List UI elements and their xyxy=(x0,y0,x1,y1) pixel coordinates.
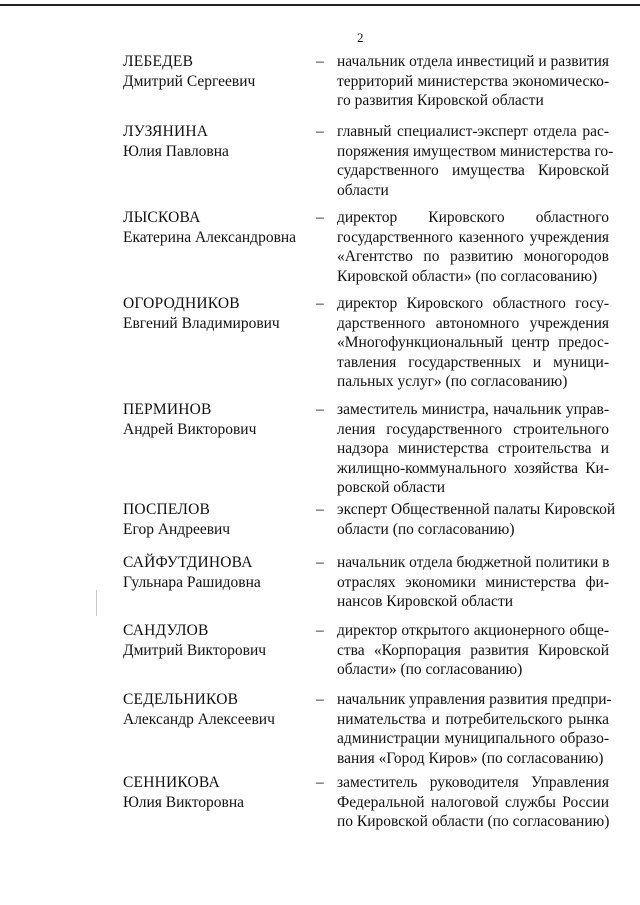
member-position xyxy=(337,52,609,111)
dash-separator: – xyxy=(316,209,324,226)
member-name xyxy=(123,500,313,540)
position-line: по Кировской области (по согласованию) xyxy=(337,813,610,830)
position-line: территорий министерства экономическо- xyxy=(337,72,609,90)
member-surname: САЙФУТДИНОВА xyxy=(123,554,253,571)
position-line: директор открытого акционерного обще- xyxy=(337,622,609,639)
position-line: жилищно-коммунального хозяйства Ки- xyxy=(337,459,609,477)
position-line: надзора министерства строительства и xyxy=(337,440,609,457)
dash-separator: – xyxy=(316,774,324,791)
member-position xyxy=(337,500,616,539)
position-line: начальник управления развития предпри- xyxy=(337,691,612,708)
member-given-names: Александр Алексеевич xyxy=(123,711,275,728)
member-name xyxy=(123,621,313,661)
position-line: начальник отдела бюджетной политики в xyxy=(337,554,610,571)
dash-separator: – xyxy=(316,401,324,418)
position-line: ства «Корпорация развития Кировской xyxy=(337,641,609,659)
position-line: заместитель руководителя Управления xyxy=(337,774,609,791)
scan-artifact xyxy=(96,590,97,616)
member-name xyxy=(123,553,313,593)
member-given-names: Юлия Павловна xyxy=(123,143,229,160)
member-position xyxy=(337,400,609,498)
member-surname: ОГОРОДНИКОВ xyxy=(123,295,240,312)
position-line: начальник отдела инвестиций и развития xyxy=(337,53,610,70)
dash-separator: – xyxy=(316,295,324,312)
member-surname: ЛЕБЕДЕВ xyxy=(123,53,194,70)
position-line: пальных услуг» (по согласованию) xyxy=(337,373,568,390)
member-position xyxy=(337,208,609,286)
position-line: «Агентство по развитию моногородов xyxy=(337,248,609,265)
member-surname: САНДУЛОВ xyxy=(123,622,209,639)
position-line: вания «Город Киров» (по согласованию) xyxy=(337,749,604,767)
page-number: 2 xyxy=(357,30,364,45)
member-given-names: Дмитрий Сергеевич xyxy=(123,73,256,90)
member-position xyxy=(337,773,609,832)
dash-separator: – xyxy=(316,622,324,639)
position-line: Федеральной налоговой службы России xyxy=(337,793,609,811)
position-line: эксперт Общественной палаты Кировской xyxy=(337,501,616,518)
position-line: отраслях экономики министерства фи- xyxy=(337,573,609,591)
position-line: области (по согласованию) xyxy=(337,520,515,538)
member-given-names: Дмитрий Викторович xyxy=(123,642,267,659)
member-position xyxy=(337,294,609,392)
position-line: тавления государственных и муници- xyxy=(337,353,609,371)
member-name xyxy=(123,52,313,92)
member-surname: СЕДЕЛЬНИКОВ xyxy=(123,691,239,708)
member-position xyxy=(337,553,609,612)
member-surname: ЛУЗЯНИНА xyxy=(123,123,209,140)
position-line: директор Кировского областного xyxy=(337,209,609,226)
position-line: заместитель министра, начальник управ- xyxy=(337,401,609,418)
member-given-names: Гульнара Рашидовна xyxy=(123,574,261,591)
member-given-names: Юлия Викторовна xyxy=(123,794,245,811)
dash-separator: – xyxy=(316,691,324,708)
position-line: области xyxy=(337,181,389,199)
position-line: области» (по согласованию) xyxy=(337,661,523,678)
member-position xyxy=(337,621,609,680)
member-given-names: Андрей Викторович xyxy=(123,421,257,438)
position-line: нимательства и потребительского рынка xyxy=(337,710,609,728)
member-name xyxy=(123,122,313,162)
member-name xyxy=(123,690,313,730)
member-surname: ПЕРМИНОВ xyxy=(123,401,212,418)
position-line: директор Кировского областного госу- xyxy=(337,295,609,312)
position-line: государственного казенного учреждения xyxy=(337,228,609,246)
member-name xyxy=(123,208,313,248)
dash-separator: – xyxy=(316,123,324,140)
member-surname: ПОСПЕЛОВ xyxy=(123,501,211,518)
dash-separator: – xyxy=(316,501,324,518)
member-name xyxy=(123,400,313,440)
member-position xyxy=(337,122,614,200)
position-line: го развития Кировской области xyxy=(337,92,544,109)
position-line: администрации муниципального образо- xyxy=(337,730,609,747)
member-surname: СЕННИКОВА xyxy=(123,774,220,791)
position-line: поряжения имуществом министерства го- xyxy=(337,142,614,160)
member-given-names: Екатерина Александровна xyxy=(123,229,297,246)
member-given-names: Егор Андреевич xyxy=(123,521,231,538)
member-surname: ЛЫСКОВА xyxy=(123,209,201,226)
position-line: ровской области xyxy=(337,479,446,496)
dash-separator: – xyxy=(316,554,324,571)
top-rule xyxy=(0,4,640,6)
position-line: ления государственного строительного xyxy=(337,420,609,438)
position-line: главный специалист-эксперт отдела рас- xyxy=(337,123,609,140)
member-given-names: Евгений Владимирович xyxy=(123,315,280,332)
position-line: дарственного автономного учреждения xyxy=(337,314,609,332)
position-line: «Многофункциональный центр предос- xyxy=(337,334,609,351)
member-position xyxy=(337,690,612,768)
dash-separator: – xyxy=(316,53,324,70)
member-name xyxy=(123,294,313,334)
position-line: нансов Кировской области xyxy=(337,593,514,610)
member-name xyxy=(123,773,313,813)
position-line: сударственного имущества Кировской xyxy=(337,162,609,179)
position-line: Кировской области» (по согласованию) xyxy=(337,267,598,285)
